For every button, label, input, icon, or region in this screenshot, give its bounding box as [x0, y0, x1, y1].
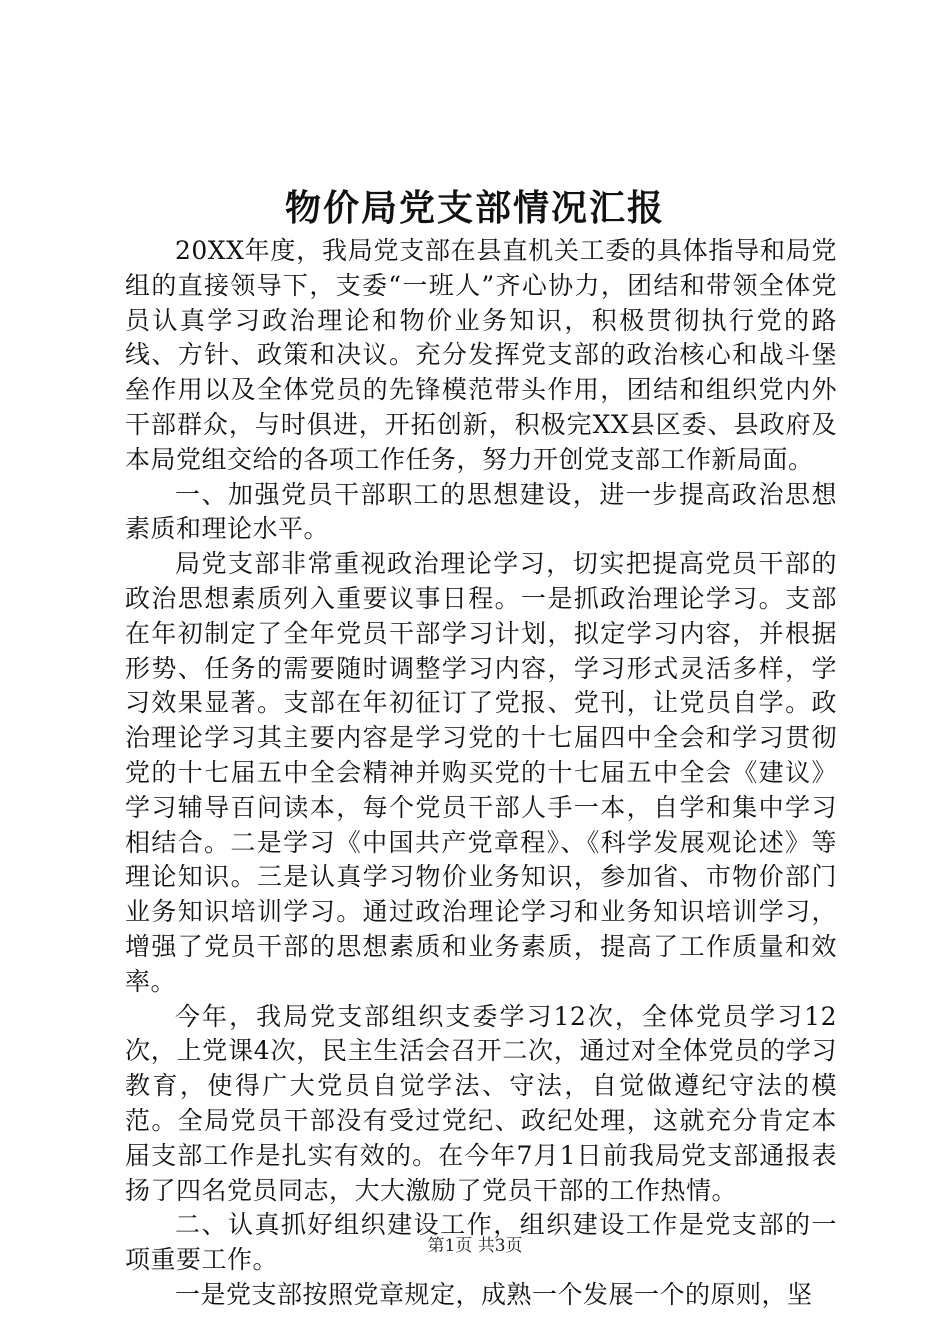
paragraph: 一是党支部按照党章规定，成熟一个发展一个的原则，坚	[175, 1279, 813, 1309]
paragraph: 今年，我局党支部组织支委学习12次，全体党员学习12次，上党课4次，民主生活会召开二次，通过对全体党员的学习教育，使得广大党员自觉学法、守法，自觉做遵纪守法的模范。全局党员干部没有受过党纪、政纪处理，这就充分肯定本届支部工作是扎实有效的。在今年7月1日前我局党支部通报表扬了四名党员同志，大大激励了党员干部的工作热情。	[125, 1001, 837, 1205]
section-heading: 二、认真抓好组织建设工作，组织建设工作是党支部的一项重要工作。	[125, 1210, 837, 1275]
document-body	[125, 234, 837, 1313]
document-title: 物价局党支部情况汇报	[284, 187, 665, 229]
page-number-footer: 第1页 共3页	[427, 1236, 523, 1256]
paragraph: 20XX年度，我局党支部在县直机关工委的具体指导和局党组的直接领导下，支委“一班人”齐心协力，团结和带领全体党员认真学习政治理论和物价业务知识，积极贯彻执行党的路线、方针、政策和决议。充分发挥党支部的政治核心和战斗堡垒作用以及全体党员的先锋模范带头作用，团结和组织党内外干部群众，与时俱进，开拓创新，积极完XX县区委、县政府及本局党组交给的各项工作任务，努力开创党支部工作新局面。	[125, 236, 837, 474]
section-heading: 一、加强党员干部职工的思想建设，进一步提高政治思想素质和理论水平。	[125, 479, 837, 544]
paragraph: 局党支部非常重视政治理论学习，切实把提高党员干部的政治思想素质列入重要议事日程。一是抓政治理论学习。支部在年初制定了全年党员干部学习计划，拟定学习内容，并根据形势、任务的需要随时调整学习内容，学习形式灵活多样，学习效果显著。支部在年初征订了党报、党刊，让党员自学。政治理论学习其主要内容是学习党的十七届四中全会和学习贯彻党的十七届五中全会精神并购买党的十七届五中全会《建议》学习辅导百问读本，每个党员干部人手一本，自学和集中学习相结合。二是学习《中国共产党章程》、《科学发展观论述》等理论知识。三是认真学习物价业务知识，参加省、市物价部门业务知识培训学习。通过政治理论学习和业务知识培训学习，增强了党员干部的思想素质和业务素质，提高了工作质量和效率。	[125, 549, 837, 996]
